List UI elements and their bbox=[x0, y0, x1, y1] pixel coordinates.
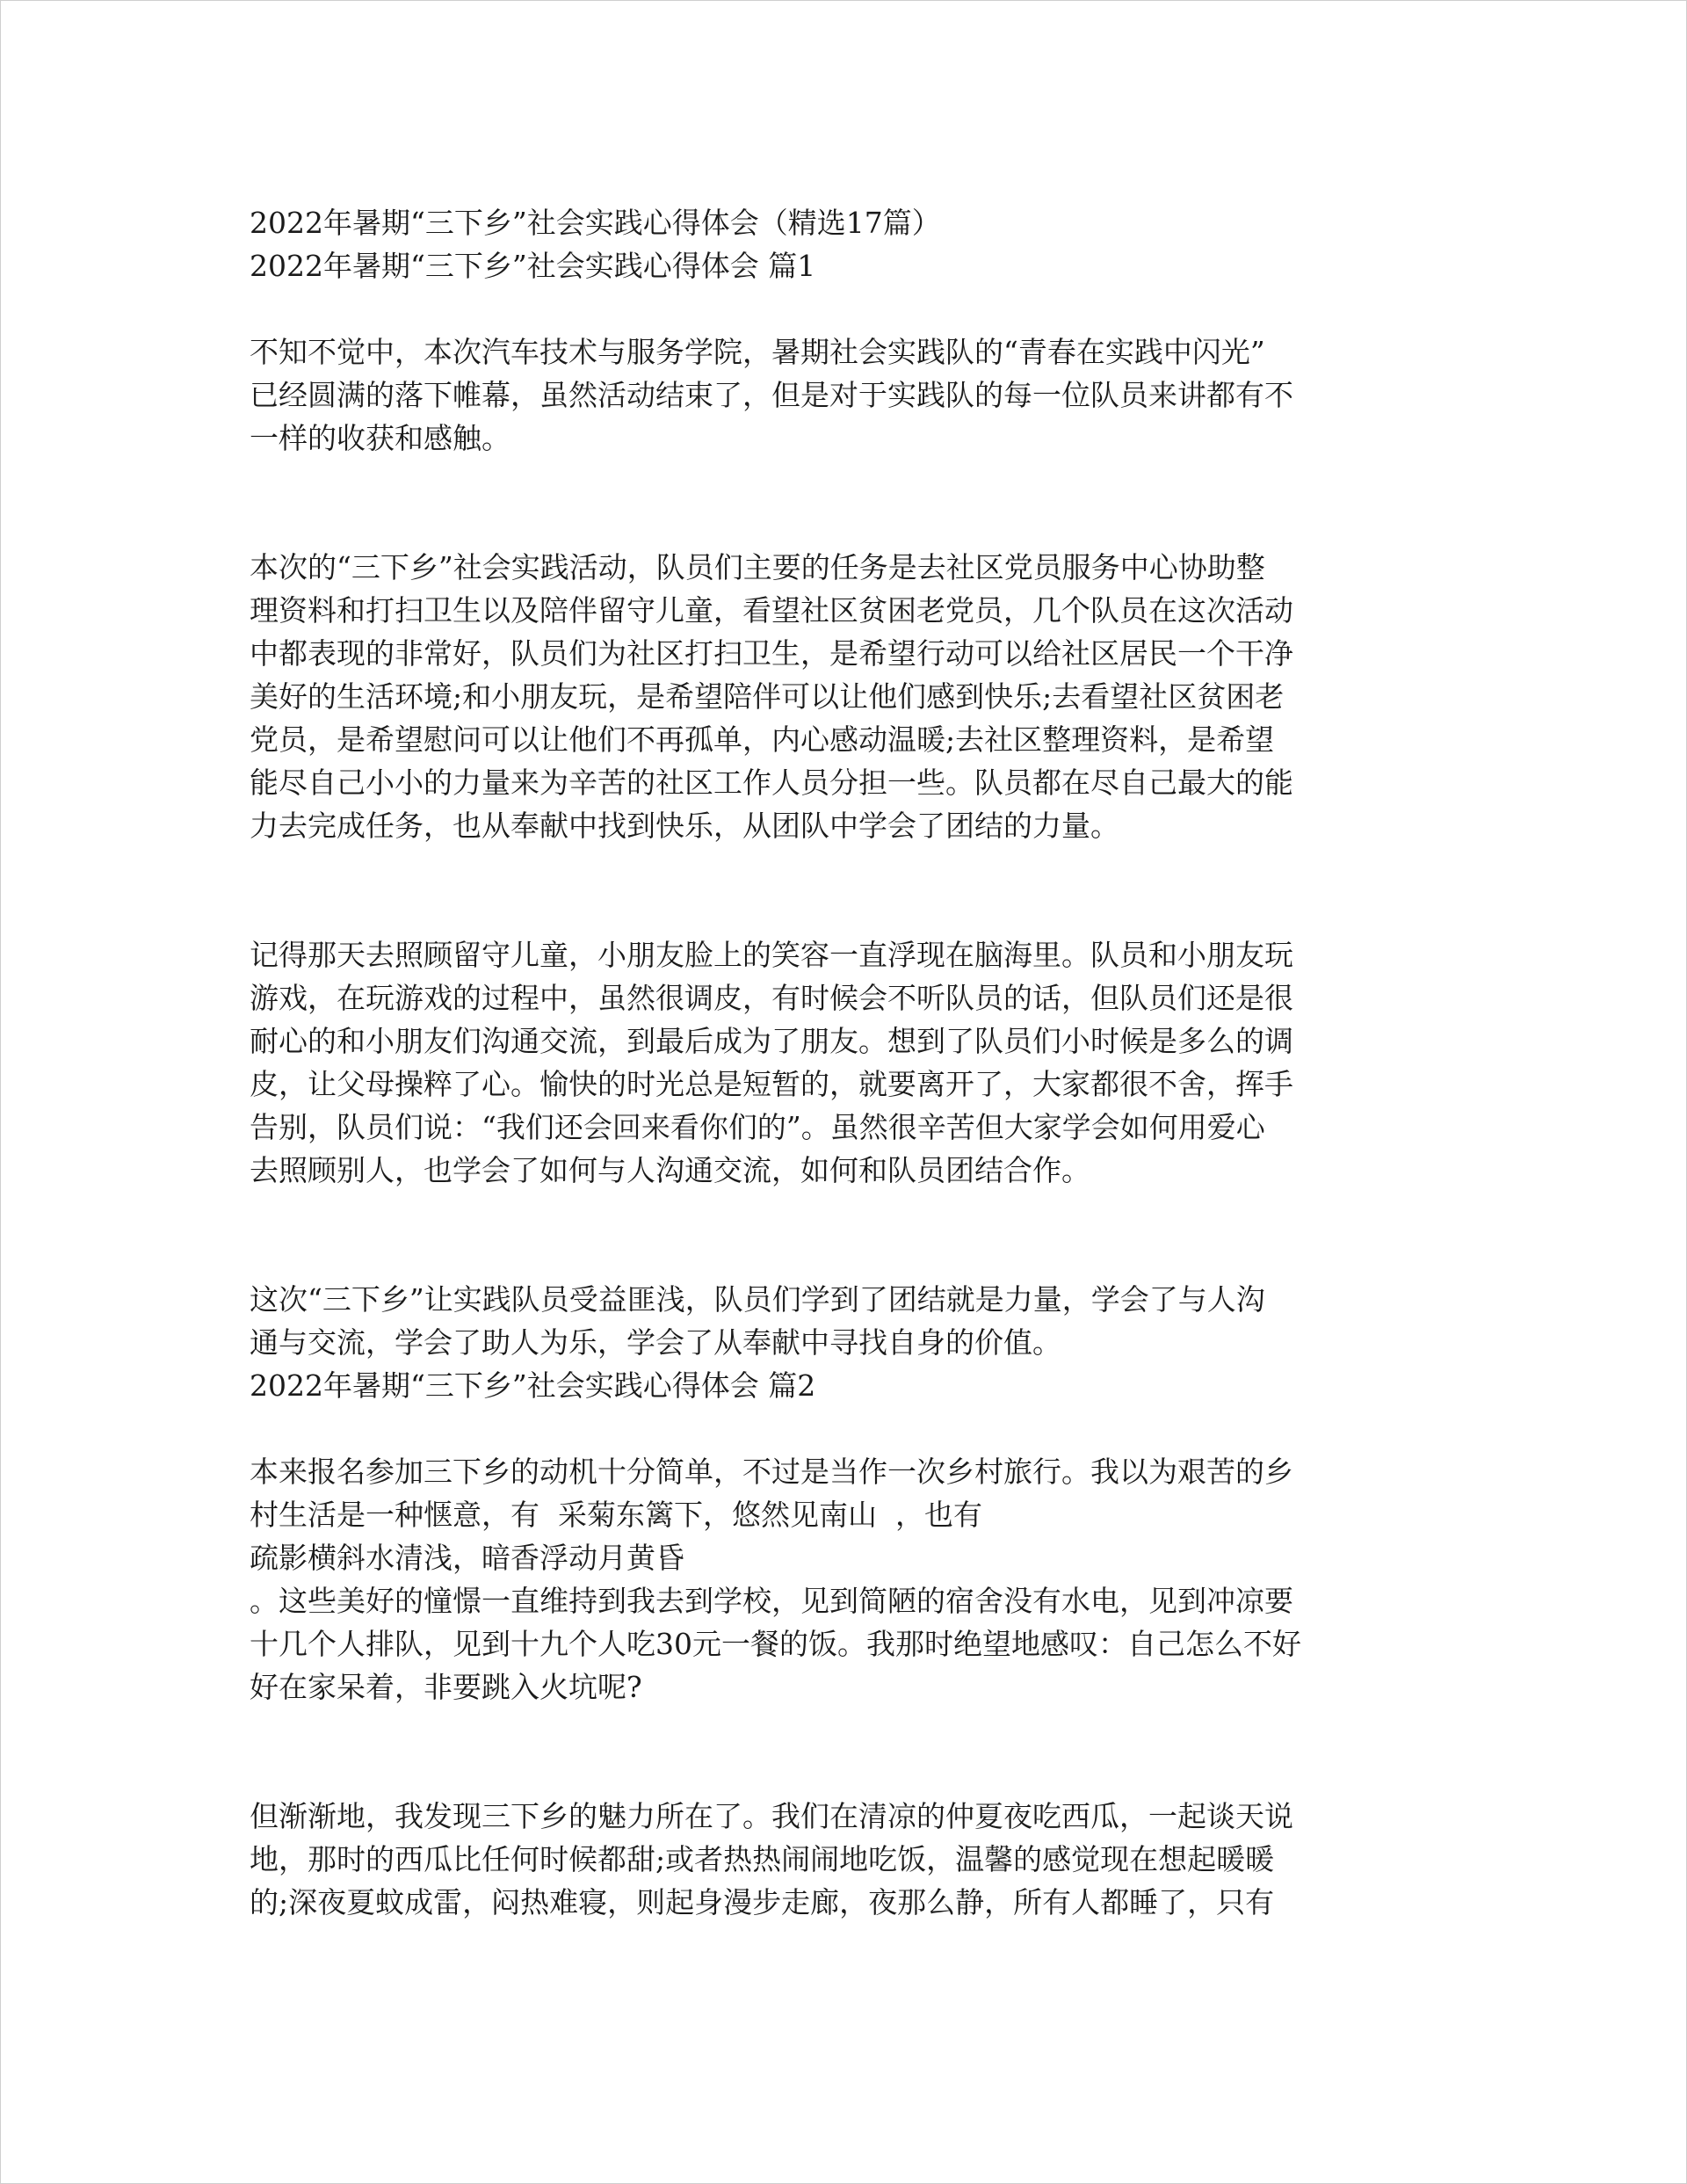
paragraph-line: 疏影横斜水清浅，暗香浮动月黄昏 bbox=[250, 1541, 684, 1575]
paragraph-line: 游戏，在玩游戏的过程中，虽然很调皮，有时候会不听队员的话，但队员们还是很 bbox=[250, 981, 1293, 1015]
paragraph-line: 理资料和打扫卫生以及陪伴留守儿童，看望社区贫困老党员，几个队员在这次活动 bbox=[250, 593, 1293, 628]
paragraph-line: 本来报名参加三下乡的动机十分简单，不过是当作一次乡村旅行。我以为艰苦的乡 bbox=[250, 1455, 1293, 1489]
paragraph-line: 但渐渐地，我发现三下乡的魅力所在了。我们在清凉的仲夏夜吃西瓜，一起谈天说 bbox=[250, 1799, 1293, 1833]
section-heading: 2022年暑期“三下乡”社会实践心得体会 篇1 bbox=[250, 249, 816, 283]
paragraph-line: 不知不觉中，本次汽车技术与服务学院，暑期社会实践队的“青春在实践中闪光” bbox=[250, 335, 1265, 369]
paragraph-line: 。这些美好的憧憬一直维持到我去到学校，见到简陋的宿舍没有水电，见到冲凉要 bbox=[250, 1584, 1293, 1618]
paragraph-line: 好在家呆着，非要跳入火坑呢? bbox=[250, 1670, 642, 1704]
paragraph-line: 通与交流，学会了助人为乐，学会了从奉献中寻找自身的价值。 bbox=[250, 1325, 1061, 1360]
paragraph-line: 已经圆满的落下帷幕，虽然活动结束了，但是对于实践队的每一位队员来讲都有不 bbox=[250, 378, 1293, 412]
section-heading: 2022年暑期“三下乡”社会实践心得体会 篇2 bbox=[250, 1368, 816, 1403]
paragraph-line: 这次“三下乡”让实践队员受益匪浅，队员们学到了团结就是力量，学会了与人沟 bbox=[250, 1282, 1265, 1317]
paragraph-line: 皮，让父母操粹了心。愉快的时光总是短暂的，就要离开了，大家都很不舍，挥手 bbox=[250, 1067, 1293, 1101]
paragraph-line: 耐心的和小朋友们沟通交流，到最后成为了朋友。想到了队员们小时候是多么的调 bbox=[250, 1024, 1293, 1058]
paragraph-line: 一样的收获和感触。 bbox=[250, 421, 510, 455]
paragraph-line: 去照顾别人，也学会了如何与人沟通交流，如何和队员团结合作。 bbox=[250, 1153, 1090, 1187]
paragraph-line: 十几个人排队，见到十九个人吃30元一餐的饭。我那时绝望地感叹：自己怎么不好 bbox=[250, 1627, 1301, 1661]
paragraph-line: 中都表现的非常好，队员们为社区打扫卫生，是希望行动可以给社区居民一个干净 bbox=[250, 636, 1293, 671]
paragraph-line: 记得那天去照顾留守儿童，小朋友脸上的笑容一直浮现在脑海里。队员和小朋友玩 bbox=[250, 938, 1293, 972]
paragraph-line: 能尽自己小小的力量来为辛苦的社区工作人员分担一些。队员都在尽自己最大的能 bbox=[250, 765, 1293, 800]
document-body bbox=[250, 201, 1444, 1924]
document-title: 2022年暑期“三下乡”社会实践心得体会（精选17篇） bbox=[250, 206, 941, 240]
paragraph-line: 党员，是希望慰问可以让他们不再孤单，内心感动温暖;去社区整理资料，是希望 bbox=[250, 722, 1275, 757]
paragraph-line: 美好的生活环境;和小朋友玩，是希望陪伴可以让他们感到快乐;去看望社区贫困老 bbox=[250, 679, 1285, 714]
paragraph-line: 本次的“三下乡”社会实践活动，队员们主要的任务是去社区党员服务中心协助整 bbox=[250, 550, 1265, 584]
paragraph-line: 力去完成任务，也从奉献中找到快乐，从团队中学会了团结的力量。 bbox=[250, 809, 1119, 843]
paragraph-line: 告别，队员们说：“我们还会回来看你们的”。虽然很辛苦但大家学会如何用爱心 bbox=[250, 1110, 1265, 1144]
paragraph-line: 地，那时的西瓜比任何时候都甜;或者热热闹闹地吃饭，温馨的感觉现在想起暖暖 bbox=[250, 1842, 1275, 1876]
paragraph-line: 的;深夜夏蚊成雷，闷热难寝，则起身漫步走廊，夜那么静，所有人都睡了，只有 bbox=[250, 1885, 1275, 1919]
paragraph-line: 村生活是一种惬意，有 采菊东篱下，悠然见南山 ，也有 bbox=[250, 1498, 982, 1532]
